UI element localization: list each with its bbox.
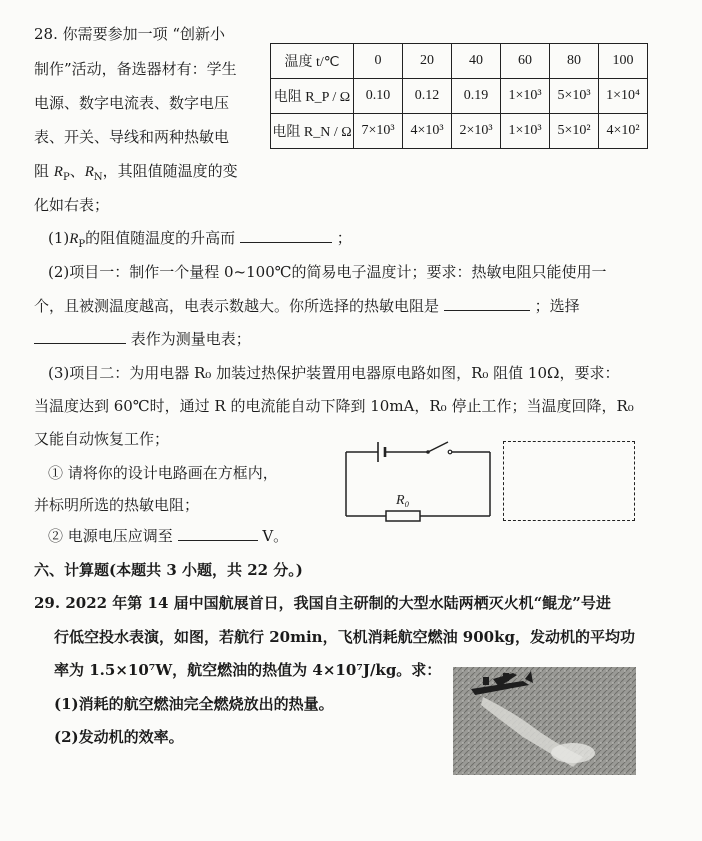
circuit-diagram [340, 432, 500, 532]
answer-blank[interactable] [444, 296, 530, 311]
table-cell: 7×10³ [354, 114, 403, 149]
table-header-cell: 0 [354, 44, 403, 79]
table-cell: 1×10³ [501, 114, 550, 149]
q28-part2-line2: 个，且被测温度越高，电表示数越大。你所选择的热敏电阻是 ；选择 [34, 297, 580, 315]
table-cell: 4×10³ [403, 114, 452, 149]
q28-sub1-line1: ① 请将你的设计电路画在方框内， [48, 464, 278, 482]
resistance-table [270, 43, 648, 149]
table-header-cell: 100 [599, 44, 648, 79]
q28-sub2: ② 电源电压应调至 V。 [48, 527, 289, 545]
q28-intro-line5: 阻 $R_P$、$R_N$，其阻值随温度的变 [34, 162, 238, 183]
answer-blank[interactable] [34, 329, 126, 344]
table-row-label: 电阻 R_N / Ω [271, 114, 354, 149]
q29-sub1: (1)消耗的航空燃油完全燃烧放出的热量。 [54, 695, 334, 713]
seaplane-photo [453, 667, 636, 775]
table-cell: 0.12 [403, 79, 452, 114]
design-box[interactable] [503, 441, 635, 521]
q28-part1: $(1)R_P$的阻值随温度的升高而 ； [48, 229, 352, 250]
q29-line3: 率为 1.5×10⁷W，航空燃油的热值为 4×10⁷J/kg。求： [54, 661, 442, 679]
q28-part3-line1: (3)项目二：为用电器 R₀ 加装过热保护装置用电器原电路如图，R₀ 阻值 10Ω，要求： [48, 364, 620, 382]
table-row [271, 114, 648, 149]
table-header-cell: 温度 t/℃ [271, 44, 354, 79]
table-header-cell: 60 [501, 44, 550, 79]
q28-part3-line2: 当温度达到 60℃时，通过 R 的电流能自动下降到 10mA，R₀ 停止工作；当温度回降，R₀ [34, 397, 634, 415]
table-cell: 5×10² [550, 114, 599, 149]
q28-intro-line3: 电源、数字电流表、数字电压 [34, 94, 230, 112]
table-cell: 1×10³ [501, 79, 550, 114]
q28-intro-line2: 制作”活动，备选器材有：学生 [34, 60, 237, 78]
q28-part3-line3: 又能自动恢复工作； [34, 430, 170, 448]
table-row-label: 电阻 R_P / Ω [271, 79, 354, 114]
table-cell: 0.19 [452, 79, 501, 114]
q29-sub2: (2)发动机的效率。 [54, 728, 184, 746]
table-cell: 5×10³ [550, 79, 599, 114]
table-row [271, 79, 648, 114]
table-header-cell: 20 [403, 44, 452, 79]
table-cell: 1×10⁴ [599, 79, 648, 114]
q29-line2: 行低空投水表演，如图，若航行 20min，飞机消耗航空燃油 900kg，发动机的平均功 [54, 628, 635, 646]
table-header-cell: 80 [550, 44, 599, 79]
table-header-cell: 40 [452, 44, 501, 79]
q28-intro-line6: 化如右表； [34, 196, 110, 214]
q28-part2-line1: (2)项目一：制作一个量程 0~100℃的简易电子温度计；要求：热敏电阻只能使用一 [48, 263, 607, 281]
table-cell: 2×10³ [452, 114, 501, 149]
section-heading: 六、计算题(本题共 3 小题，共 22 分。) [34, 561, 303, 579]
table-cell: 0.10 [354, 79, 403, 114]
answer-blank[interactable] [240, 228, 332, 243]
q28-intro-line4: 表、开关、导线和两种热敏电 [34, 128, 230, 146]
q29-line1: 29. 2022 年第 14 届中国航展首日，我国自主研制的大型水陆两栖灭火机“鲲龙”号进 [34, 594, 611, 612]
q28-part2-line3: 表作为测量电表； [34, 329, 251, 349]
answer-blank[interactable] [178, 526, 258, 541]
q28-sub1-line2: 并标明所选的热敏电阻； [34, 496, 200, 514]
resistor-label: R₀ [396, 493, 410, 508]
table-cell: 4×10² [599, 114, 648, 149]
q28-intro-line1: 28. 你需要参加一项 “创新小 [34, 25, 226, 43]
table-row [271, 44, 648, 79]
